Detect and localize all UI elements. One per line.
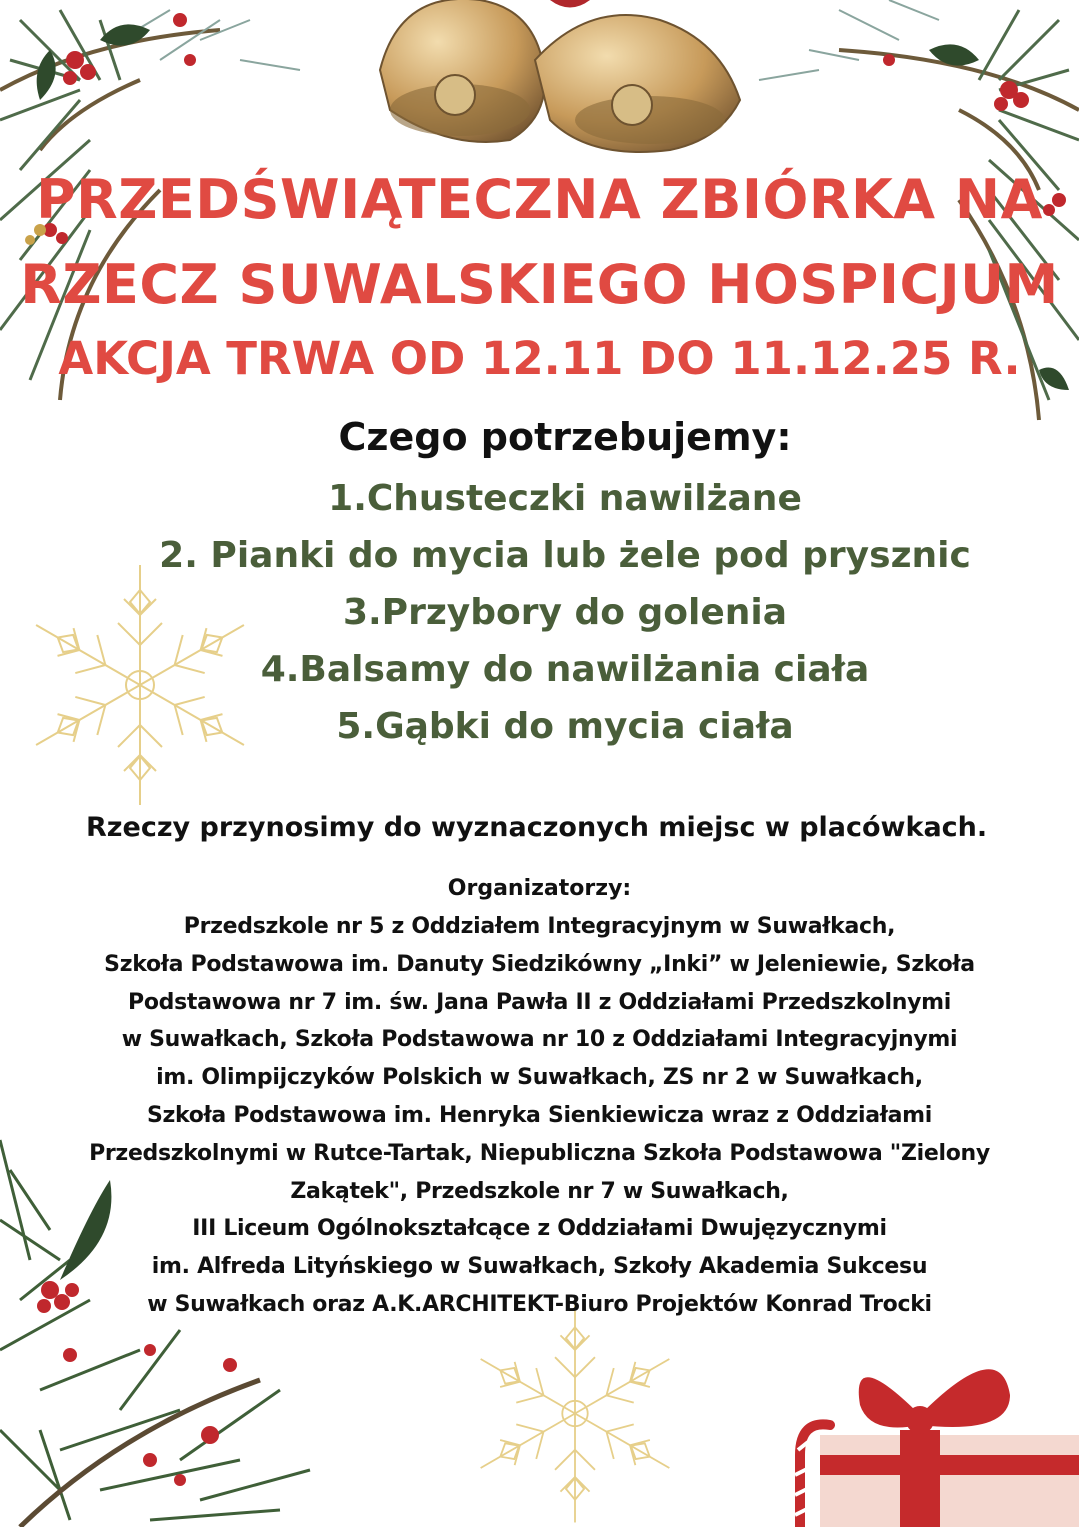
drop-off-note: Rzeczy przynosimy do wyznaczonych miejsc w placówkach. — [86, 812, 988, 843]
organizer-line: Szkoła Podstawowa im. Danuty Siedzikówny „Inki” w Jeleniewie, Szkoła — [104, 951, 975, 977]
organizer-line: III Liceum Ogólnokształcące z Oddziałami Dwujęzycznymi — [192, 1216, 887, 1242]
gift-box-icon — [780, 1345, 1079, 1527]
organizer-line: Przedszkole nr 5 z Oddziałem Integracyjnym w Suwałkach, — [183, 914, 896, 939]
needs-heading: Czego potrzebujemy: — [338, 415, 792, 459]
needs-list — [0, 473, 1079, 758]
title-line-1: PRZEDŚWIĄTECZNA ZBIÓRKA NA — [36, 168, 1043, 231]
needs-item: 5.Gąbki do mycia ciała — [336, 706, 794, 747]
organizer-line: w Suwałkach, Szkoła Podstawowa nr 10 z Oddziałami Integracyjnymi — [121, 1027, 958, 1053]
organizer-line: Zakątek", Przedszkole nr 7 w Suwałkach, — [290, 1178, 789, 1204]
snowflake-bottom-icon — [440, 1300, 710, 1527]
golden-bells — [360, 0, 780, 160]
organizer-line: Podstawowa nr 7 im. św. Jana Pawła II z Oddziałami Przedszkolnymi — [128, 989, 951, 1015]
needs-item: 2. Pianki do mycia lub żele pod prysznic — [159, 535, 971, 576]
organizer-line: Przedszkolnymi w Rutce-Tartak, Niepubliczna Szkoła Podstawowa "Zielony — [89, 1140, 990, 1166]
needs-item: 3.Przybory do golenia — [342, 592, 788, 633]
needs-item: 4.Balsamy do nawilżania ciała — [260, 649, 870, 690]
organizer-line: im. Alfreda Lityńskiego w Suwałkach, Szkoły Akademia Sukcesu — [151, 1254, 928, 1280]
organizers-list — [0, 908, 1079, 1324]
organizers-heading: Organizatorzy: — [447, 876, 632, 901]
title-line-2: RZECZ SUWALSKIEGO HOSPICJUM — [20, 253, 1059, 316]
needs-item: 1.Chusteczki nawilżane — [328, 478, 802, 519]
organizer-line: w Suwałkach oraz A.K.ARCHITEKT-Biuro Projektów Konrad Trocki — [147, 1291, 932, 1317]
organizer-line: Szkoła Podstawowa im. Henryka Sienkiewicza wraz z Oddziałami — [146, 1102, 933, 1128]
organizer-line: im. Olimpijczyków Polskich w Suwałkach, ZS nr 2 w Suwałkach, — [156, 1065, 923, 1091]
campaign-dates: AKCJA TRWA OD 12.11 DO 11.12.25 R. — [58, 332, 1021, 385]
